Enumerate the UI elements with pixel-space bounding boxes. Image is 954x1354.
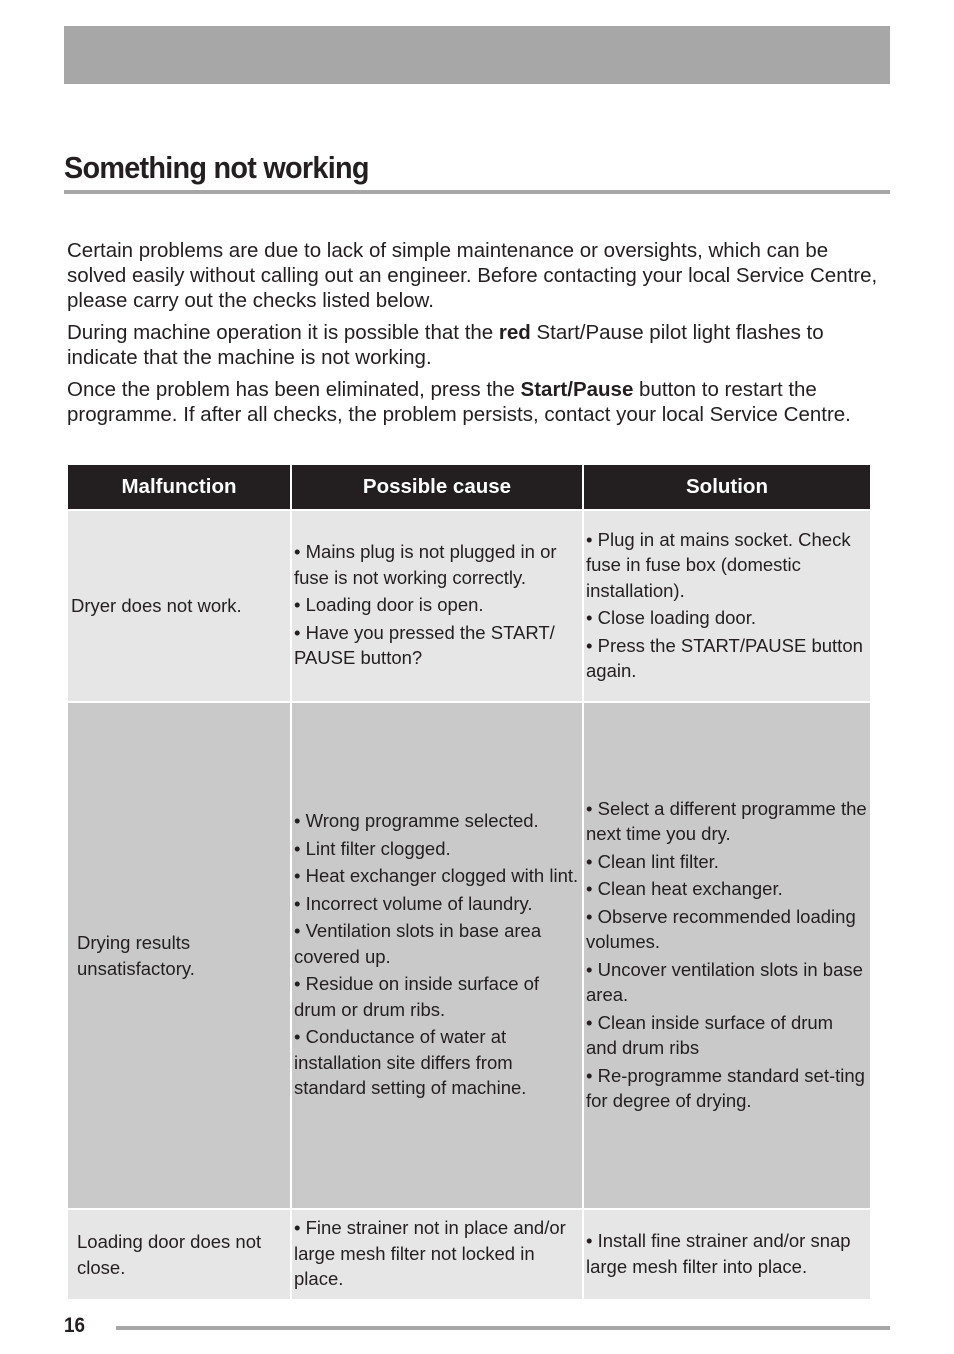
cause-cell <box>292 703 582 1210</box>
intro-p3-post: button to restart the programme. If after all checks, the problem persists, contact your local Service Centre. <box>67 378 851 426</box>
solution-item: • Clean heat exchanger. <box>586 878 783 899</box>
page-number: 16 <box>64 1314 86 1337</box>
table-row <box>68 1210 870 1299</box>
cause-item: • Wrong programme selected. <box>294 810 539 832</box>
solution-item: • Re-programme standard set-ting for degree of drying. <box>586 1064 865 1111</box>
cause-item: • Incorrect volume of laundry. <box>294 892 533 914</box>
intro-p3-bold: Start/Pause <box>520 378 634 401</box>
solution-cell <box>584 703 870 1210</box>
malfunction-cell: Drying results unsatisfactory. <box>68 703 290 1210</box>
cause-item: • Heat exchanger clogged with lint. <box>294 865 579 887</box>
cause-item: • Mains plug is not plugged in or fuse is not working correctly. <box>294 541 557 588</box>
intro-paragraph-2 <box>67 320 882 370</box>
intro-p2-pre: During machine operation it is possible that the <box>67 321 499 344</box>
troubleshooting-table <box>66 465 872 1299</box>
cause-cell <box>292 511 582 703</box>
intro-paragraph-3 <box>67 377 882 427</box>
table-row <box>68 703 870 1210</box>
malfunction-cell: Loading door does not close. <box>68 1210 290 1299</box>
solution-item: • Install fine strainer and/or snap large mesh filter into place. <box>586 1230 851 1277</box>
malfunction-cell: Dryer does not work. <box>68 511 290 703</box>
header-solution: Solution <box>584 465 870 511</box>
intro-p3-pre: Once the problem has been eliminated, press the <box>67 378 521 401</box>
solution-cell <box>584 511 870 703</box>
intro-p2-post: Start/Pause pilot light flashes to indicate that the machine is not working. <box>67 321 824 369</box>
solution-item: • Clean lint filter. <box>586 850 719 872</box>
cause-item: • Conductance of water at installation site differs from standard setting of machine. <box>294 1026 527 1099</box>
intro-paragraph-1: Certain problems are due to lack of simple maintenance or oversights, which can be solved easily without calling out an engineer. Before contacting your local Service Centre, please carry out the checks listed below. <box>67 239 878 312</box>
solution-item: • Close loading door. <box>586 607 757 628</box>
intro-text <box>67 238 882 434</box>
solution-item: • Press the START/PAUSE button again. <box>586 634 863 681</box>
header-malfunction: Malfunction <box>68 465 290 511</box>
cause-item: • Fine strainer not in place and/or large mesh filter not locked in place. <box>294 1217 566 1290</box>
cause-item: • Loading door is open. <box>294 594 484 616</box>
solution-item: • Plug in at mains socket. Check fuse in fuse box (domestic installation). <box>586 528 851 601</box>
intro-p2-bold: red <box>498 321 531 344</box>
cause-item: • Ventilation slots in base area covered up. <box>294 920 542 967</box>
page-title: Something not working <box>64 150 369 185</box>
cause-cell <box>292 1210 582 1299</box>
header-possible-cause: Possible cause <box>292 465 582 511</box>
cause-item: • Lint filter clogged. <box>294 837 451 859</box>
header-bar <box>64 26 890 84</box>
table-row <box>68 511 870 703</box>
solution-item: • Uncover ventilation slots in base area. <box>586 958 863 1005</box>
solution-item: • Observe recommended loading volumes. <box>586 905 856 952</box>
solution-item: • Select a different programme the next time you dry. <box>586 797 867 844</box>
footer-rule <box>116 1326 890 1330</box>
solution-cell <box>584 1210 870 1299</box>
solution-item: • Clean inside surface of drum and drum ribs <box>586 1011 834 1058</box>
cause-item: • Residue on inside surface of drum or drum ribs. <box>294 973 540 1020</box>
title-underline <box>64 190 890 194</box>
cause-item: • Have you pressed the START/ PAUSE button? <box>294 621 555 669</box>
